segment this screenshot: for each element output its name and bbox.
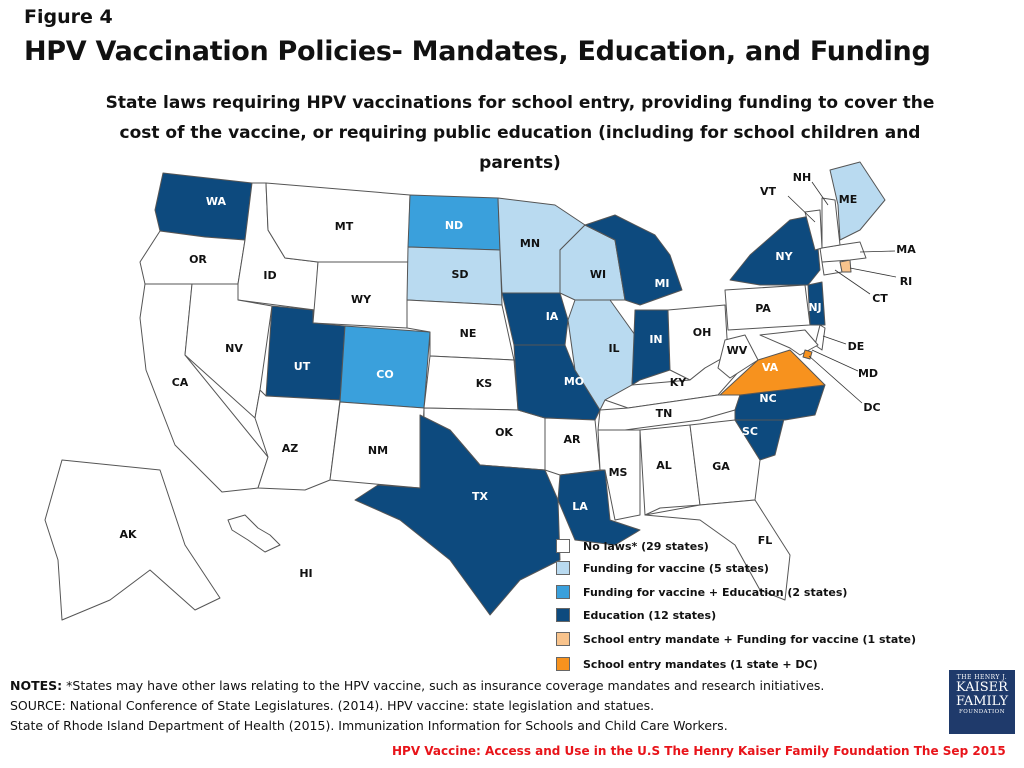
state-label-wv: WV [726, 344, 748, 357]
logo-line: FOUNDATION [958, 709, 1006, 715]
state-label-tn: TN [655, 407, 673, 420]
state-label-mt: MT [334, 220, 354, 233]
state-wa [155, 173, 252, 240]
kff-logo [949, 670, 1015, 734]
leader-line-nh [812, 182, 828, 205]
state-label-nh: NH [792, 171, 812, 184]
state-nh [822, 198, 840, 248]
state-label-ar: AR [563, 433, 581, 446]
legend-item-mandate-funding [556, 632, 916, 646]
state-label-ms: MS [608, 466, 628, 479]
map-subtitle: State laws requiring HPV vaccinations for school entry, providing funding to cover the cost of the vaccine, or requiring public education (including for school children and parents) [105, 93, 935, 173]
state-label-ks: KS [475, 377, 493, 390]
state-co [340, 326, 430, 408]
leader-line-md [812, 350, 858, 371]
state-label-wy: WY [350, 293, 372, 306]
state-in [632, 310, 670, 385]
state-label-in: IN [649, 333, 663, 346]
logo-line: FAMILY [955, 694, 1009, 709]
legend-swatch-none [556, 539, 570, 553]
state-label-az: AZ [281, 442, 299, 455]
state-label-nd: ND [444, 219, 464, 232]
state-az [255, 390, 340, 490]
state-label-al: AL [656, 459, 672, 472]
state-label-hi: HI [299, 567, 313, 580]
state-label-nv: NV [225, 342, 243, 355]
source-line-1: SOURCE: National Conference of State Legislatures. (2014). HPV vaccine: state legislation and statues. [10, 698, 655, 713]
leader-line-ma [860, 251, 895, 252]
legend-item-funding-education [556, 585, 847, 599]
legend-label: Education (12 states) [583, 608, 717, 622]
state-label-sd: SD [451, 268, 469, 281]
state-label-ga: GA [712, 460, 730, 473]
state-label-or: OR [189, 253, 207, 266]
page-title: HPV Vaccination Policies- Mandates, Education, and Funding [24, 36, 931, 67]
state-label-ut: UT [293, 360, 311, 373]
legend-item-mandate [556, 657, 818, 671]
state-label-ok: OK [495, 426, 513, 439]
state-label-ma: MA [896, 243, 916, 256]
notes-text: *States may have other laws relating to the HPV vaccine, such as insurance coverage mandates and research initiatives. [62, 678, 825, 693]
legend-item-none [556, 539, 709, 553]
state-label-mi: MI [654, 277, 670, 290]
legend-label: No laws* (29 states) [583, 539, 709, 553]
state-label-co: CO [376, 368, 394, 381]
state-label-ct: CT [872, 292, 888, 305]
legend-item-funding [556, 561, 769, 575]
state-label-ia: IA [545, 310, 559, 323]
state-label-nj: NJ [808, 301, 822, 314]
legend-label: School entry mandates (1 state + DC) [583, 657, 818, 671]
source-line-2: State of Rhode Island Department of Health (2015). Immunization Information for Schools and Child Care Workers. [10, 718, 728, 733]
figure-label: Figure 4 [24, 6, 113, 28]
legend-swatch-mandate-funding [556, 632, 570, 646]
legend-label: Funding for vaccine (5 states) [583, 561, 769, 575]
logo-line: KAISER [956, 680, 1008, 695]
state-label-me: ME [838, 193, 858, 206]
leader-line-ct [835, 270, 870, 294]
state-ks [424, 356, 518, 410]
notes-block [10, 676, 824, 736]
state-label-vt: VT [759, 185, 777, 198]
legend-swatch-funding-education [556, 585, 570, 599]
state-label-va: VA [761, 361, 779, 374]
state-label-dc: DC [863, 401, 881, 414]
legend-swatch-education [556, 608, 570, 622]
state-label-fl: FL [757, 534, 773, 547]
legend-swatch-mandate [556, 657, 570, 671]
state-label-wi: WI [589, 268, 607, 281]
state-label-md: MD [857, 367, 879, 380]
state-label-oh: OH [692, 326, 712, 339]
state-hi [228, 515, 280, 552]
state-label-tx: TX [472, 490, 488, 503]
state-label-ri: RI [899, 275, 913, 288]
logo-line: THE HENRY J. [956, 674, 1008, 681]
state-label-ne: NE [459, 327, 477, 340]
state-label-id: ID [263, 269, 277, 282]
legend-swatch-funding [556, 561, 570, 575]
notes-label: NOTES: [10, 678, 63, 693]
notes-line [10, 676, 824, 696]
state-label-mn: MN [519, 237, 541, 250]
source-credit: HPV Vaccine: Access and Use in the U.S The Henry Kaiser Family Foundation The Sep 2015 [392, 744, 1006, 758]
legend-item-education [556, 608, 716, 622]
legend-label: Funding for vaccine + Education (2 states) [583, 585, 848, 599]
state-label-nm: NM [367, 444, 389, 457]
state-label-ak: AK [119, 528, 137, 541]
state-label-mo: MO [563, 375, 585, 388]
state-label-ca: CA [171, 376, 189, 389]
legend-label: School entry mandate + Funding for vaccine (1 state) [583, 632, 916, 646]
state-label-sc: SC [742, 425, 758, 438]
state-label-pa: PA [755, 302, 771, 315]
state-label-ny: NY [775, 250, 793, 263]
leader-line-de [823, 336, 846, 344]
state-label-nc: NC [759, 392, 777, 405]
state-label-la: LA [572, 500, 588, 513]
state-label-ky: KY [669, 376, 687, 389]
state-ri [840, 260, 851, 272]
leader-line-ri [850, 268, 896, 277]
state-label-wa: WA [205, 195, 227, 208]
state-label-de: DE [847, 340, 865, 353]
state-label-il: IL [608, 342, 620, 355]
state-ar [545, 418, 600, 475]
